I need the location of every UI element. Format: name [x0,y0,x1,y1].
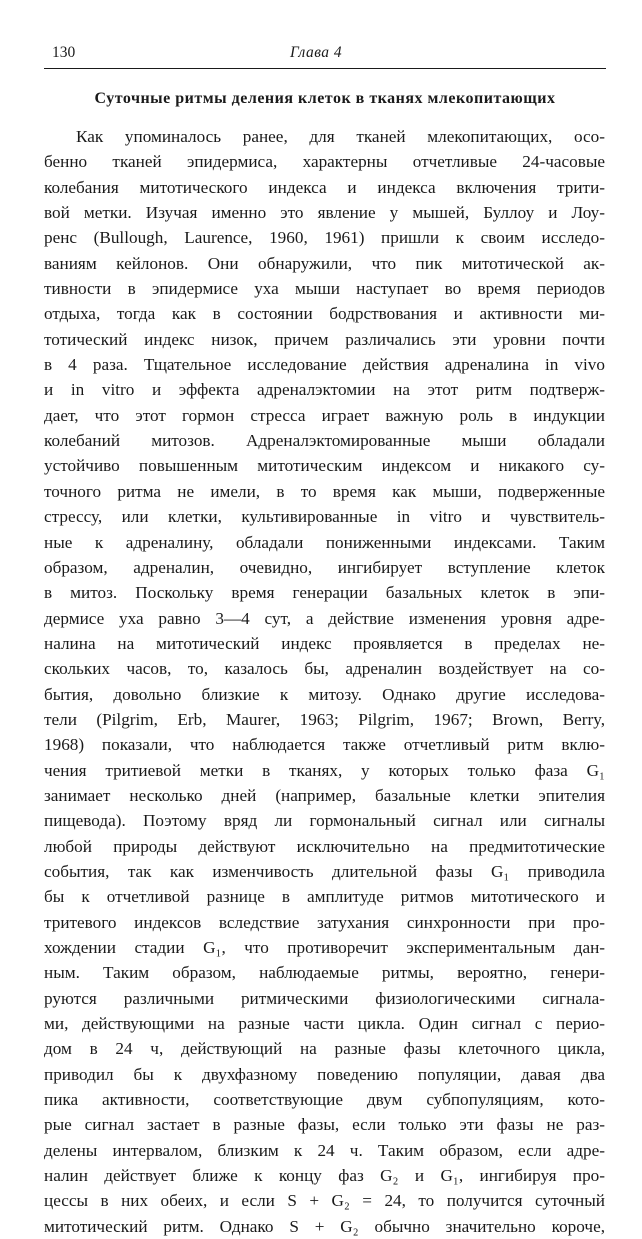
text-line: колебания митотического индекса и индекса включения трити- [44,177,605,197]
text-line: хождении стадии G₁, что противоречит экспериментальным дан- [44,938,605,957]
text-line: чения тритиевой метки в тканях, у которых только фаза G₁ [44,760,605,780]
text-line: вой метки. Изучая именно это явление у мышей, Буллоу и Лоу- [44,203,605,223]
text-line: дом в 24 ч, действующий на разные фазы клеточного цикла, [44,1039,605,1059]
text-line: дермисе уха равно 3—4 сут, а действие изменения уровня адре- [44,608,605,628]
chapter-title: Глава 4 [290,44,343,61]
text-line: ваниям кейлонов. Они обнаружили, что пик митотической ак- [44,253,605,273]
text-line: руются различными ритмическими физиологическими сигнала- [44,988,605,1008]
text-line: дает, что этот гормон стресса играет важную роль в индукции [44,405,605,425]
text-line: ные к адреналину, обладали пониженными индексами. Таким [44,532,605,552]
text-line: отдыха, тогда как в состоянии бодрствования и активности ми- [44,304,605,324]
text-line: пищевода). Поэтому вряд ли гормональный сигнал или сигналы [44,811,605,831]
text-line: колебаний митозов. Адреналэктомированные мыши обладали [44,431,605,451]
section-title: Суточные ритмы деления клеток в тканях млекопитающих [94,90,556,107]
page-number: 130 [52,44,76,61]
text-line: митотический ритм. Однако S + G₂ обычно значительно короче, [44,1216,605,1236]
text-line: в митоз. Поскольку время генерации базальных клеток в эпи- [44,583,605,603]
text-line: ми, действующими на разные части цикла. Один сигнал с перио- [44,1014,605,1034]
body-paragraph [44,124,605,1239]
text-line: Как упоминалось ранее, для тканей млекопитающих, осо- [76,127,605,146]
text-line: образом, адреналин, очевидно, ингибирует вступление клеток [44,557,605,577]
header-rule [44,68,606,69]
text-line: скольких часов, то, казалось бы, адреналин воздействует на со- [44,659,605,679]
text-line: устойчиво повышенным митотическим индексом и никакого су- [44,456,605,476]
text-line: налин действует ближе к концу фаз G₂ и G₁, ингибируя про- [44,1166,605,1186]
text-line: тивности в эпидермисе уха мыши наступает во время периодов [44,279,605,299]
text-line: тели (Pilgrim, Erb, Maurer, 1963; Pilgrim, 1967; Brown, Berry, [44,709,605,729]
text-line: в 4 раза. Тщательное исследование действия адреналина in vivo [44,355,605,375]
text-line: приводил бы к двухфазному поведению популяции, давая два [44,1064,605,1084]
text-line: занимает несколько дней (например, базальные клетки эпителия [44,785,605,805]
text-line: стрессу, или клетки, культивированные in vitro и чувствитель- [44,507,605,527]
text-line: бы к отчетливой разнице в амплитуде ритмов митотического и [44,887,605,907]
text-line: любой природы действуют исключительно на предмитотические [44,836,605,856]
text-line: тотический индекс низок, причем различались эти уровни почти [44,329,605,349]
text-line: и in vitro и эффекта адреналэктомии на этот ритм подтверж- [44,380,605,400]
text-line: 1968) показали, что наблюдается также отчетливый ритм вклю- [44,735,605,755]
text-line: бенно тканей эпидермиса, характерны отчетливые 24-часовые [44,152,605,172]
text-line: тритевого индексов вследствие затухания синхронности при про- [44,912,605,932]
text-line: пика активности, соответствующие двум субпопуляциям, кото- [44,1090,605,1110]
text-line: бытия, довольно близкие к митозу. Однако другие исследова- [44,684,605,704]
text-line: рые сигнал застает в разные фазы, если только эти фазы не раз- [44,1115,605,1135]
running-header [52,44,610,66]
text-line: ренс (Bullough, Laurence, 1960, 1961) пришли к своим исследо- [44,228,605,248]
text-line: налина на митотический индекс проявляется в пределах не- [44,633,605,653]
text-line: делены интервалом, близким к 24 ч. Таким образом, если адре- [44,1140,605,1160]
text-line: ным. Таким образом, наблюдаемые ритмы, вероятно, генери- [44,963,605,983]
text-line: события, так как изменчивость длительной фазы G₁ приводила [44,861,605,881]
text-line: точного ритма не имели, в то время как мыши, подверженные [44,481,605,501]
text-line: цессы в них обеих, и если S + G₂ = 24, то получится суточный [44,1191,605,1211]
